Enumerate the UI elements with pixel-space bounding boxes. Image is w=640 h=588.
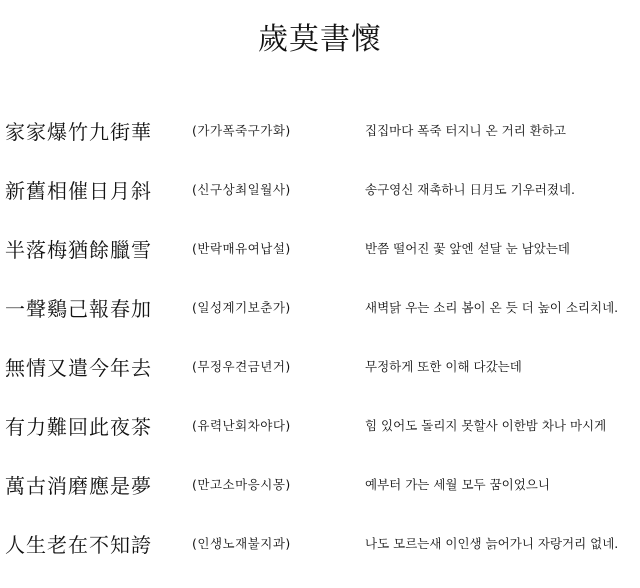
hanja-verse: 有力難回此夜茶 — [5, 415, 152, 439]
poem-line — [0, 293, 640, 352]
poem-line — [0, 175, 640, 234]
poem-line — [0, 529, 640, 588]
poem-line — [0, 116, 640, 175]
korean-reading: (일성계기보춘가) — [192, 300, 291, 315]
hanja-verse: 新舊相催日月斜 — [5, 179, 152, 203]
korean-reading: (만고소마응시몽) — [192, 477, 291, 492]
korean-reading: (인생노재불지과) — [192, 536, 291, 551]
korean-translation: 무정하게 또한 이해 다갔는데 — [365, 359, 522, 374]
page-title: 歲莫書懷 — [258, 22, 382, 57]
korean-reading: (유력난회차야다) — [192, 418, 291, 433]
hanja-verse: 一聲鷄己報春加 — [5, 297, 152, 321]
hanja-verse: 半落梅猶餘臘雪 — [5, 238, 152, 262]
korean-translation: 송구영신 재촉하니 日月도 기우러졌네. — [365, 182, 575, 197]
korean-translation: 반쯤 떨어진 꽃 앞엔 섣달 눈 남았는데 — [365, 241, 570, 256]
korean-reading: (무정우견금년거) — [192, 359, 291, 374]
korean-reading: (반락매유여납설) — [192, 241, 291, 256]
hanja-verse: 萬古消磨應是夢 — [5, 474, 152, 498]
hanja-verse: 人生老在不知誇 — [5, 533, 152, 557]
korean-translation: 나도 모르는새 이인생 늙어가니 자랑거리 없네. — [365, 536, 619, 551]
hanja-verse: 家家爆竹九街華 — [5, 120, 152, 144]
hanja-verse: 無情又遣今年去 — [5, 356, 152, 380]
korean-reading: (가가폭죽구가화) — [192, 123, 291, 138]
poem-line — [0, 352, 640, 411]
poem-table — [0, 116, 640, 588]
poem-line — [0, 470, 640, 529]
korean-translation: 예부터 가는 세월 모두 꿈이었으니 — [365, 477, 550, 492]
korean-translation: 힘 있어도 돌리지 못할사 이한밤 차나 마시게 — [365, 418, 607, 433]
korean-translation: 새벽닭 우는 소리 봄이 온 듯 더 높이 소리치네. — [365, 300, 619, 315]
poem-line — [0, 411, 640, 470]
korean-translation: 집집마다 폭죽 터지니 온 거리 환하고 — [365, 123, 566, 138]
poem-line — [0, 234, 640, 293]
korean-reading: (신구상최일월사) — [192, 182, 291, 197]
